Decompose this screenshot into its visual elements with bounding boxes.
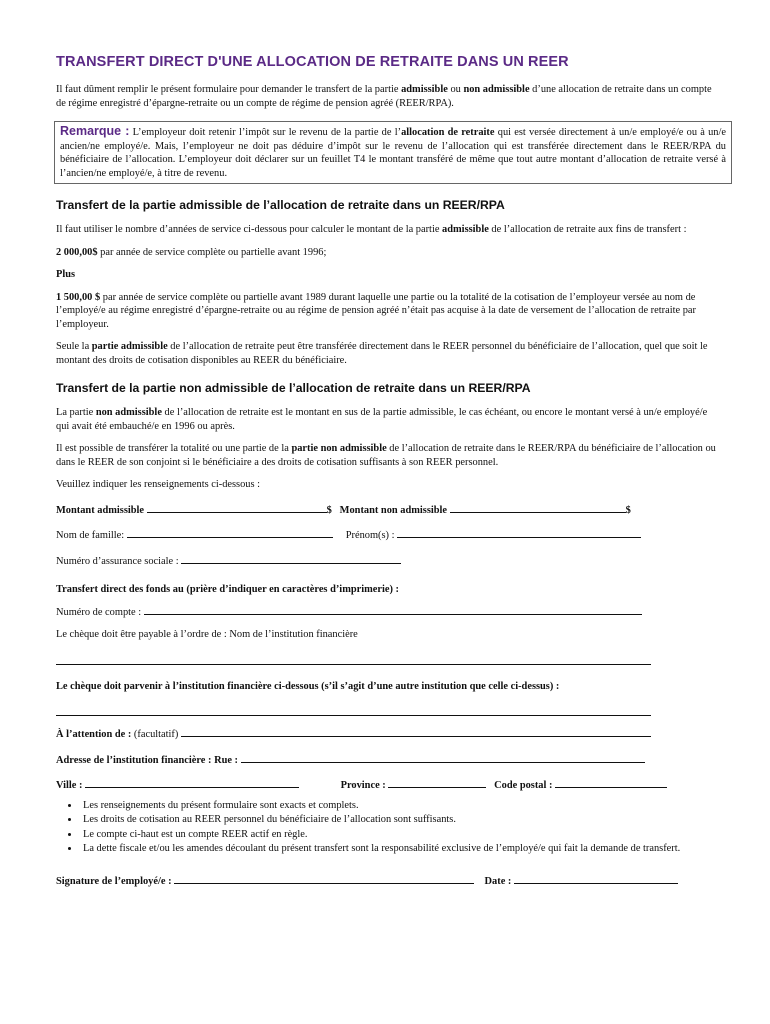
other-institution-field[interactable]	[56, 701, 651, 716]
nas-label: Numéro d’assurance sociale :	[56, 555, 179, 567]
signature-field[interactable]	[174, 872, 474, 884]
intro-text: Il faut dûment remplir le présent formulaire pour demander le transfert de la partie	[56, 84, 402, 95]
attention-field[interactable]	[181, 725, 651, 737]
numero-compte-row	[56, 603, 720, 620]
remark-box	[54, 121, 732, 184]
remark-text: qui est versée directement à un/e employé/e ou à un/e ancien/ne employé/e. Mais, l’employeur ne doit pas déduire d’impôt sur le revenu de l’allocation qui est transférée directement dans le REER/RPA du bénéficiaire de l’allocation. L’employeur doit déclarer sur un feuillet T4 le montant transféré de même que tout autre montant d’allocation de retraite versé à l’ancien/ne employé/e, à titre de revenu.	[60, 127, 727, 179]
prenom-field[interactable]	[397, 526, 641, 538]
text: Seule la	[56, 341, 92, 352]
adresse-label: Adresse de l’institution financière : Rue :	[56, 754, 239, 766]
text: de l’allocation de retraite dans le REER/RPA du bénéficiaire de l’allocation ou dans le REER de son conjoint si le bénéficiaire a des droits de cotisation suffisants à son REER personnel.	[56, 443, 716, 468]
bold-text: non admissible	[95, 407, 162, 418]
attention-label: À l’attention de :	[56, 729, 132, 740]
section1-paragraph-3	[56, 291, 720, 332]
facultatif-label: (facultatif)	[131, 729, 179, 740]
intro-text: ou	[447, 84, 464, 95]
plus-text: Plus	[56, 269, 76, 280]
section2-paragraph-2	[56, 442, 720, 469]
adresse-row	[56, 751, 720, 768]
montant-non-admissible-field[interactable]	[450, 501, 626, 513]
list-item: • Les droits de cotisation au REER personnel du bénéficiaire de l’allocation sont suffisants.	[80, 813, 720, 828]
intro-bold-admissible: admissible	[401, 84, 448, 95]
amount-1500: 1 500,00 $	[56, 291, 101, 303]
nom-label: Nom de famille:	[56, 530, 125, 541]
signature-label: Signature de l’employé/e :	[56, 875, 172, 887]
section2-paragraph-1	[56, 406, 720, 433]
section1-paragraph-4	[56, 340, 720, 367]
transfert-direct-label: Transfert direct des fonds au (prière d’indiquer en caractères d’imprimerie) :	[56, 584, 400, 595]
montant-non-admissible-label: Montant non admissible	[339, 504, 448, 516]
page-title: TRANSFERT DIRECT D'UNE ALLOCATION DE RETRAITE DANS UN REER	[56, 54, 569, 70]
cheque-parvenir-row	[56, 680, 720, 694]
text: par année de service complète ou partielle avant 1989 durant laquelle une partie ou la totalité de la cotisation de l’employeur versée au nom de l’employé/e au régime enregistré d’épargne-retraite ou au régime de pension agréé n’était pas acquise à la date de versement de l’allocation de retraite par l’employeur.	[56, 291, 696, 330]
list-item: • La dette fiscale et/ou les amendes découlant du présent transfert sont la responsabilité exclusive de l’employé/e qui fait la demande de transfert.	[80, 842, 720, 857]
intro-text: d’une allocation de retraite dans un compte de régime enregistré d’épargne-retraite ou un compte de régime de pension agréé (REER/RPA).	[56, 84, 712, 109]
montant-admissible-field[interactable]	[147, 501, 327, 513]
cheque-payable-row	[56, 628, 720, 642]
dollar-sign: $	[326, 504, 332, 516]
ville-field[interactable]	[85, 776, 299, 788]
date-label: Date :	[484, 875, 512, 887]
section1-paragraph-1	[56, 223, 720, 237]
remark-bold: allocation de retraite	[401, 127, 495, 138]
section-admissible-heading: Transfert de la partie admissible de l’allocation de retraite dans un REER/RPA	[56, 198, 505, 212]
text: de l’allocation de retraite peut être transférée directement dans le REER personnel du bénéficiaire de l’allocation, quel que soit le montant des droits de cotisation disponibles au REER du bénéficiaire.	[56, 341, 708, 366]
plus-label	[56, 268, 720, 282]
list-item: • Le compte ci-haut est un compte REER actif en règle.	[80, 828, 720, 843]
province-label: Province :	[340, 780, 386, 791]
bold-text: admissible	[442, 224, 489, 235]
code-postal-field[interactable]	[555, 776, 667, 788]
nom-field[interactable]	[127, 526, 333, 538]
text: de l’allocation de retraite est le montant en sus de la partie admissible, le cas échéant, ou encore le montant versé à un/e employé/e qui avait été embauché/e en 1996 ou après.	[56, 407, 708, 432]
nas-field[interactable]	[181, 552, 401, 564]
ville-row	[56, 776, 720, 793]
section1-paragraph-2	[56, 246, 720, 260]
name-row	[56, 526, 720, 543]
amount-2000: 2 000,00$	[56, 246, 98, 258]
section-non-admissible-heading: Transfert de la partie non admissible de l’allocation de retraite dans un REER/RPA	[56, 381, 531, 395]
numero-compte-label: Numéro de compte :	[56, 606, 142, 618]
instructions-text: Veuillez indiquer les renseignements ci-dessous :	[56, 479, 261, 490]
intro-paragraph	[56, 83, 720, 110]
transfert-direct-row	[56, 583, 720, 597]
intro-bold-non-admissible: non admissible	[463, 84, 530, 95]
signature-row	[56, 872, 720, 889]
code-postal-label: Code postal :	[494, 780, 553, 791]
dollar-sign: $	[625, 504, 631, 516]
text: Il est possible de transférer la totalité ou une partie de la	[56, 443, 292, 454]
numero-compte-field[interactable]	[144, 603, 642, 615]
cheque-parvenir-label: Le chèque doit parvenir à l’institution financière ci-dessous (s’il s’agit d’une autre institution que celle ci-dessus) :	[56, 680, 560, 692]
montant-admissible-label: Montant admissible	[56, 504, 145, 516]
remark-text: L’employeur doit retenir l’impôt sur le revenu de la partie de l’	[129, 127, 402, 138]
bold-text: partie admissible	[91, 341, 168, 352]
cheque-payable-label: Le chèque doit être payable à l’ordre de : Nom de l’institution financière	[56, 629, 358, 640]
institution-name-field[interactable]	[56, 650, 651, 665]
province-field[interactable]	[388, 776, 486, 788]
list-item: • Les renseignements du présent formulaire sont exacts et complets.	[80, 799, 720, 814]
amounts-row	[56, 501, 720, 518]
text: La partie	[56, 407, 96, 418]
remark-label: Remarque :	[60, 124, 130, 138]
ville-label: Ville :	[56, 780, 83, 791]
date-field[interactable]	[514, 872, 678, 884]
form-page	[56, 54, 727, 888]
nas-row	[56, 552, 720, 569]
text: de l’allocation de retraite aux fins de transfert :	[488, 224, 687, 235]
rue-field[interactable]	[241, 751, 645, 763]
attestation-list	[56, 799, 720, 857]
attention-row	[56, 725, 720, 742]
text: par année de service complète ou partielle avant 1996;	[97, 246, 327, 258]
bold-text: partie non admissible	[291, 443, 387, 454]
prenom-label: Prénom(s) :	[345, 530, 395, 541]
text: Il faut utiliser le nombre d’années de service ci-dessous pour calculer le montant de la partie	[56, 224, 443, 235]
